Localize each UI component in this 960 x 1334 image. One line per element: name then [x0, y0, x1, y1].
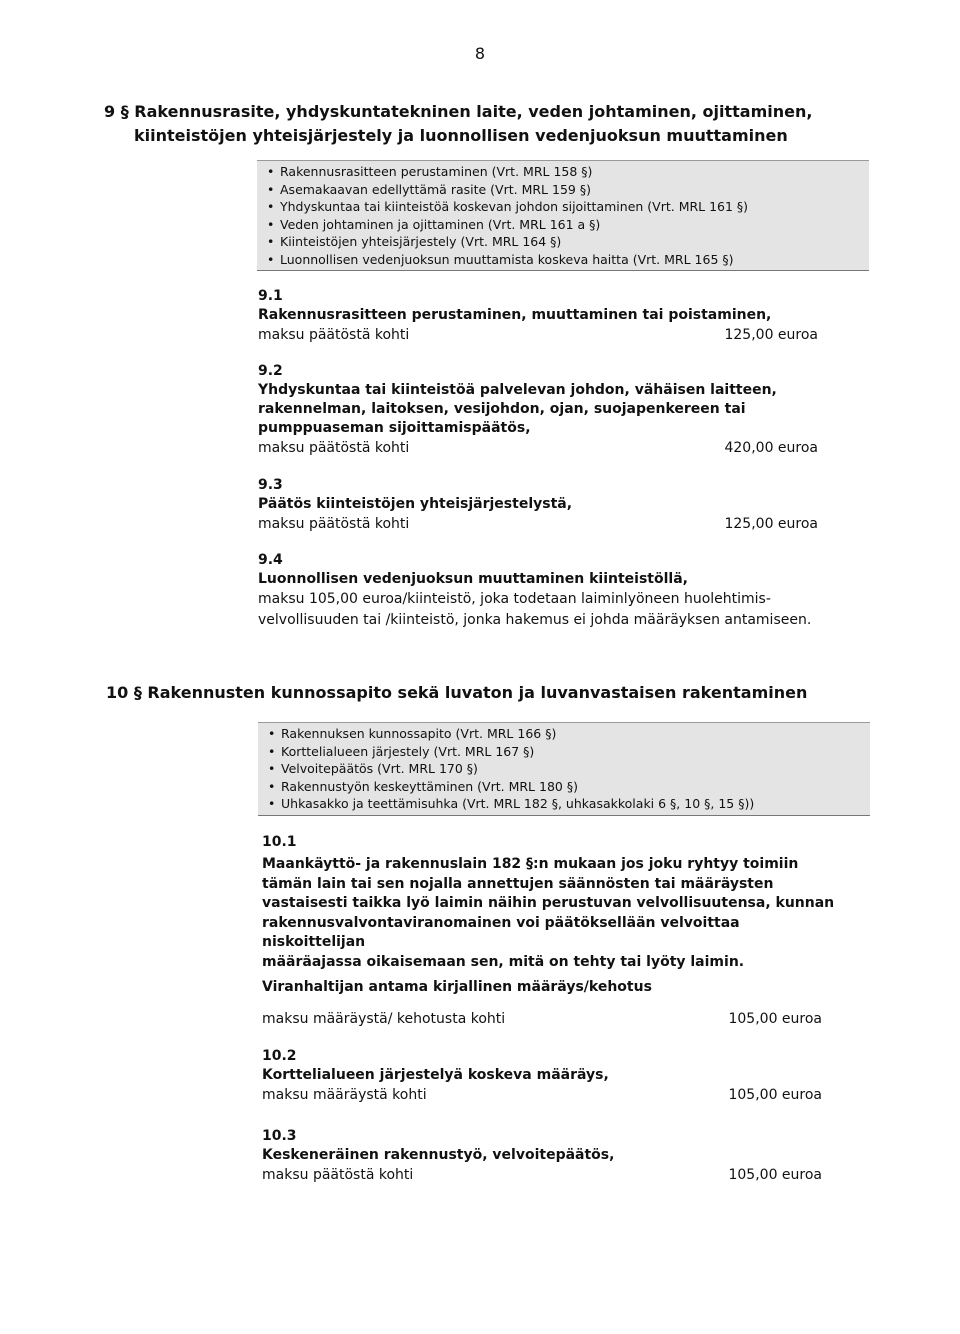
item-10-1-number-block	[262, 832, 822, 852]
reference-item: • Luonnollisen vedenjuoksun muuttamista koskeva haitta (Vrt. MRL 165 §)	[265, 251, 869, 269]
section-9-heading	[104, 100, 824, 148]
fee-value: 420,00 euroa	[724, 440, 818, 456]
item-text-line: velvollisuuden tai /kiinteistö, jonka hakemus ei johda määräyksen antamiseen.	[258, 612, 812, 628]
item-title: Luonnollisen vedenjuoksun muuttaminen kiinteistöllä,	[258, 571, 688, 587]
item-title-line: rakennelman, laitoksen, vesijohdon, ojan, suojapenkereen tai	[258, 401, 746, 417]
section-9-reference-box	[257, 160, 869, 271]
reference-item: • Yhdyskuntaa tai kiinteistöä koskevan johdon sijoittaminen (Vrt. MRL 161 §)	[265, 198, 869, 216]
item-title: Päätös kiinteistöjen yhteisjärjestelystä,	[258, 496, 573, 512]
fee-row	[262, 1009, 822, 1029]
item-number: 9.4	[258, 552, 283, 568]
paragraph-line: määräajassa oikaisemaan sen, mitä on tehty tai lyöty laimin.	[262, 953, 745, 970]
reference-item: • Asemakaavan edellyttämä rasite (Vrt. MRL 159 §)	[265, 181, 869, 199]
page-number: 8	[474, 44, 486, 63]
fee-item-9-3	[258, 475, 818, 534]
fee-value: 105,00 euroa	[728, 1167, 822, 1183]
item-number: 9.2	[258, 363, 283, 379]
fee-value: 105,00 euroa	[728, 1087, 822, 1103]
fee-label: maksu päätöstä kohti	[258, 440, 410, 456]
fee-item-9-1	[258, 286, 818, 345]
item-number: 10.3	[262, 1128, 297, 1144]
item-number: 9.1	[258, 288, 283, 304]
fee-item-10-3	[262, 1126, 822, 1185]
fee-label: maksu päätöstä kohti	[258, 516, 410, 532]
reference-item: • Velvoitepäätös (Vrt. MRL 170 §)	[266, 760, 870, 778]
section-9-heading-line1: 9 § Rakennusrasite, yhdyskuntatekninen laite, veden johtaminen, ojittaminen,	[104, 102, 813, 121]
section-10-heading: 10 § Rakennusten kunnossapito sekä luvaton ja luvanvastaisen rakentaminen	[106, 683, 808, 702]
section-10-reference-box	[258, 722, 870, 816]
item-subtitle: Viranhaltijan antama kirjallinen määräys/kehotus	[262, 979, 652, 995]
fee-label: maksu päätöstä kohti	[258, 327, 410, 343]
reference-item: • Veden johtaminen ja ojittaminen (Vrt. MRL 161 a §)	[265, 216, 869, 234]
fee-item-9-2	[258, 361, 818, 458]
fee-row	[258, 438, 818, 458]
section-10-reference-list	[266, 725, 870, 813]
item-title-line: pumppuaseman sijoittamispäätös,	[258, 420, 531, 436]
item-text-line: maksu 105,00 euroa/kiinteistö, joka todetaan laiminlyöneen huolehtimis-	[258, 591, 771, 607]
paragraph-line: tämän lain tai sen nojalla annettujen säännösten tai määräysten	[262, 875, 774, 892]
fee-value: 105,00 euroa	[728, 1011, 822, 1027]
item-number: 10.2	[262, 1048, 297, 1064]
paragraph-line: vastaisesti taikka lyö laimin näihin perustuvan velvollisuutensa, kunnan	[262, 895, 835, 911]
fee-value: 125,00 euroa	[724, 327, 818, 343]
item-title: Korttelialueen järjestelyä koskeva määräys,	[262, 1067, 609, 1083]
item-title: Rakennusrasitteen perustaminen, muuttaminen tai poistaminen,	[258, 307, 772, 323]
item-number: 9.3	[258, 477, 283, 493]
fee-label: maksu määräystä/ kehotusta kohti	[262, 1011, 506, 1027]
item-10-1-paragraph	[262, 855, 842, 972]
item-number: 10.1	[262, 834, 297, 850]
section-9-heading-line2: kiinteistöjen yhteisjärjestely ja luonnollisen vedenjuoksun muuttaminen	[134, 126, 788, 145]
paragraph-line: rakennusvalvontaviranomainen voi päätöksellään velvoittaa niskoittelijan	[262, 914, 740, 950]
fee-row	[258, 325, 818, 345]
fee-row	[262, 1165, 822, 1185]
item-title: Keskeneräinen rakennustyö, velvoitepäätös,	[262, 1147, 615, 1163]
reference-item: • Korttelialueen järjestely (Vrt. MRL 167 §)	[266, 743, 870, 761]
item-title-line: Yhdyskuntaa tai kiinteistöä palvelevan johdon, vähäisen laitteen,	[258, 382, 777, 398]
reference-item: • Rakennustyön keskeyttäminen (Vrt. MRL 180 §)	[266, 778, 870, 796]
fee-row	[262, 1085, 822, 1105]
fee-item-10-2	[262, 1046, 822, 1105]
fee-item-9-4	[258, 550, 838, 631]
fee-value: 125,00 euroa	[724, 516, 818, 532]
section-9-reference-list	[265, 163, 869, 268]
reference-item: • Rakennuksen kunnossapito (Vrt. MRL 166 §)	[266, 725, 870, 743]
paragraph-line: Maankäyttö- ja rakennuslain 182 §:n mukaan jos joku ryhtyy toimiin	[262, 856, 799, 872]
fee-label: maksu määräystä kohti	[262, 1087, 427, 1103]
fee-item-10-1	[262, 978, 822, 1029]
reference-item: • Rakennusrasitteen perustaminen (Vrt. MRL 158 §)	[265, 163, 869, 181]
fee-label: maksu päätöstä kohti	[262, 1167, 414, 1183]
reference-item: • Kiinteistöjen yhteisjärjestely (Vrt. MRL 164 §)	[265, 233, 869, 251]
fee-row	[258, 514, 818, 534]
reference-item: • Uhkasakko ja teettämisuhka (Vrt. MRL 182 §, uhkasakkolaki 6 §, 10 §, 15 §))	[266, 795, 870, 813]
